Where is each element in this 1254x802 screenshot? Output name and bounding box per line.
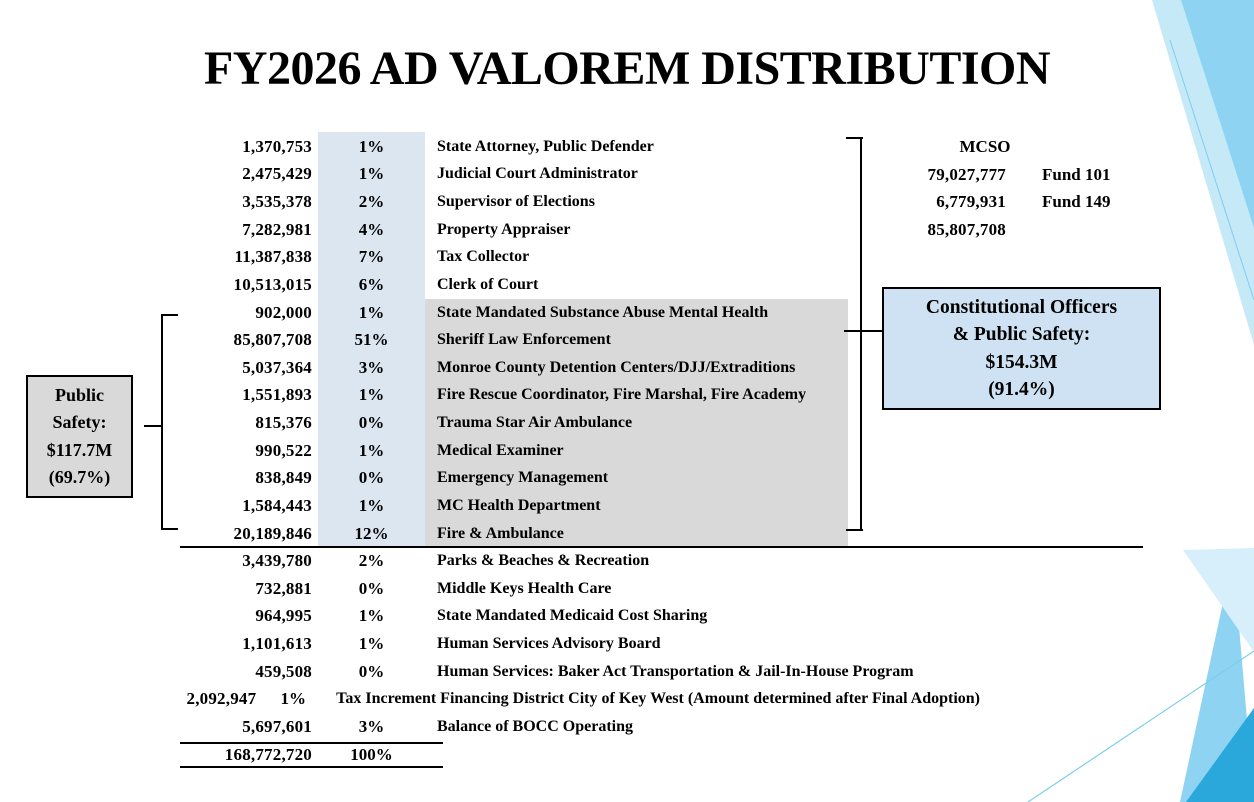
row-amount: 838,849 [255,468,312,488]
row-label: State Mandated Medicaid Cost Sharing [437,607,708,625]
mcso-fund-label: Fund 149 [1042,192,1111,212]
row-percent: 1% [358,302,385,322]
row-percent: 3% [358,716,385,736]
left-bracket-connector [144,425,162,427]
table-row [180,686,980,714]
total-row [180,742,443,768]
row-label: Fire Rescue Coordinator, Fire Marshal, Fire Academy [437,386,807,404]
row-label: Fire & Ambulance [437,524,564,542]
row-label: Human Services Advisory Board [437,635,661,653]
mcso-fund-label: Fund 101 [1042,164,1111,184]
row-percent: 2% [358,551,385,571]
row-percent: 0% [358,468,385,488]
row-amount: 732,881 [255,578,312,598]
row-percent: 51% [354,330,389,350]
mcso-amount: 6,779,931 [936,192,1006,212]
row-label: Property Appraiser [437,220,571,238]
row-percent: 0% [358,413,385,433]
row-label: Sheriff Law Enforcement [437,331,611,349]
row-label: Tax Increment Financing District City of Key West (Amount determined after Final Adoption) [336,690,980,708]
table-row [180,575,980,603]
row-percent: 1% [358,634,385,654]
row-amount: 20,189,846 [233,523,312,543]
row-percent: 3% [358,357,385,377]
section-divider-line [180,546,1143,549]
row-percent: 0% [358,578,385,598]
row-amount: 1,584,443 [242,495,312,515]
row-percent: 2% [358,192,385,212]
row-amount: 459,508 [255,661,312,681]
row-percent: 7% [358,247,385,267]
row-label: Clerk of Court [437,275,539,293]
callout-line: Public [54,384,104,405]
row-amount: 990,522 [255,440,312,460]
row-amount: 7,282,981 [242,219,312,239]
row-amount: 1,370,753 [242,136,312,156]
row-amount: 2,475,429 [242,164,312,184]
left-bracket-bottom-tick [161,528,178,530]
callout-line: Safety: [52,412,107,432]
row-label: MC Health Department [437,496,601,514]
right-bracket-top-tick [846,137,863,139]
row-amount: 11,387,838 [234,247,312,267]
row-percent: 1% [280,689,306,709]
row-label: Supervisor of Elections [437,193,595,211]
row-label: Emergency Management [437,469,609,487]
public-safety-callout-box [26,375,133,498]
total-percent: 100% [350,745,393,764]
row-percent: 1% [358,495,385,515]
mcso-total-amount: 85,807,708 [927,219,1006,239]
row-label: Parks & Beaches & Recreation [437,552,650,570]
row-amount: 2,092,947 [186,689,257,709]
row-amount: 902,000 [255,302,312,322]
row-amount: 3,535,378 [242,192,312,212]
row-percent: 1% [358,440,385,460]
table-row [180,547,980,575]
mcso-amount: 79,027,777 [927,164,1006,184]
row-label: Human Services: Baker Act Transportation & Jail-In-House Program [437,662,914,680]
row-label: Middle Keys Health Care [437,579,612,597]
right-bracket-line [860,137,862,531]
callout-line: (69.7%) [48,467,111,487]
row-label: Medical Examiner [437,441,564,459]
row-percent: 4% [358,219,385,239]
row-percent: 6% [358,274,385,294]
row-label: State Mandated Substance Abuse Mental Health [437,303,769,321]
row-label: State Attorney, Public Defender [437,137,654,155]
row-amount: 815,376 [255,413,312,433]
row-percent: 0% [358,661,385,681]
callout-line: Constitutional Officers [925,296,1118,318]
page-title: FY2026 AD VALOREM DISTRIBUTION [203,42,1051,95]
table-row [180,658,980,686]
row-amount: 85,807,708 [233,330,312,350]
mcso-header: MCSO [959,137,1011,156]
callout-line: $154.3M [985,351,1058,373]
row-label: Judicial Court Administrator [437,165,638,183]
row-percent: 1% [358,385,385,405]
row-percent: 1% [358,164,385,184]
callout-line: $117.7M [46,439,113,460]
row-percent: 1% [358,136,385,156]
row-label: Trauma Star Air Ambulance [437,414,633,432]
row-amount: 3,439,780 [242,551,312,571]
right-bracket-bottom-tick [846,529,863,531]
right-bracket-connector [844,330,882,332]
row-label: Tax Collector [437,248,530,266]
callout-line: & Public Safety: [952,324,1091,345]
table-row [180,603,980,631]
table-row [180,713,980,741]
row-amount: 10,513,015 [233,274,312,294]
constitutional-officers-callout-box [882,287,1161,410]
row-amount: 1,551,893 [242,385,312,405]
mcso-amounts [876,161,1006,244]
row-percent: 1% [358,606,385,626]
callout-line: (91.4%) [988,379,1055,400]
left-bracket-line [161,314,163,530]
row-amount: 1,101,613 [242,634,312,654]
row-amount: 5,697,601 [242,716,312,736]
table-row [180,630,980,658]
total-amount: 168,772,720 [224,745,312,764]
row-label: Monroe County Detention Centers/DJJ/Extraditions [437,358,796,376]
row-label: Balance of BOCC Operating [437,717,633,735]
mcso-fund-labels [1042,161,1172,216]
left-bracket-top-tick [161,314,178,316]
row-percent: 12% [354,523,389,543]
row-amount: 964,995 [255,606,312,626]
row-amount: 5,037,364 [242,357,312,377]
